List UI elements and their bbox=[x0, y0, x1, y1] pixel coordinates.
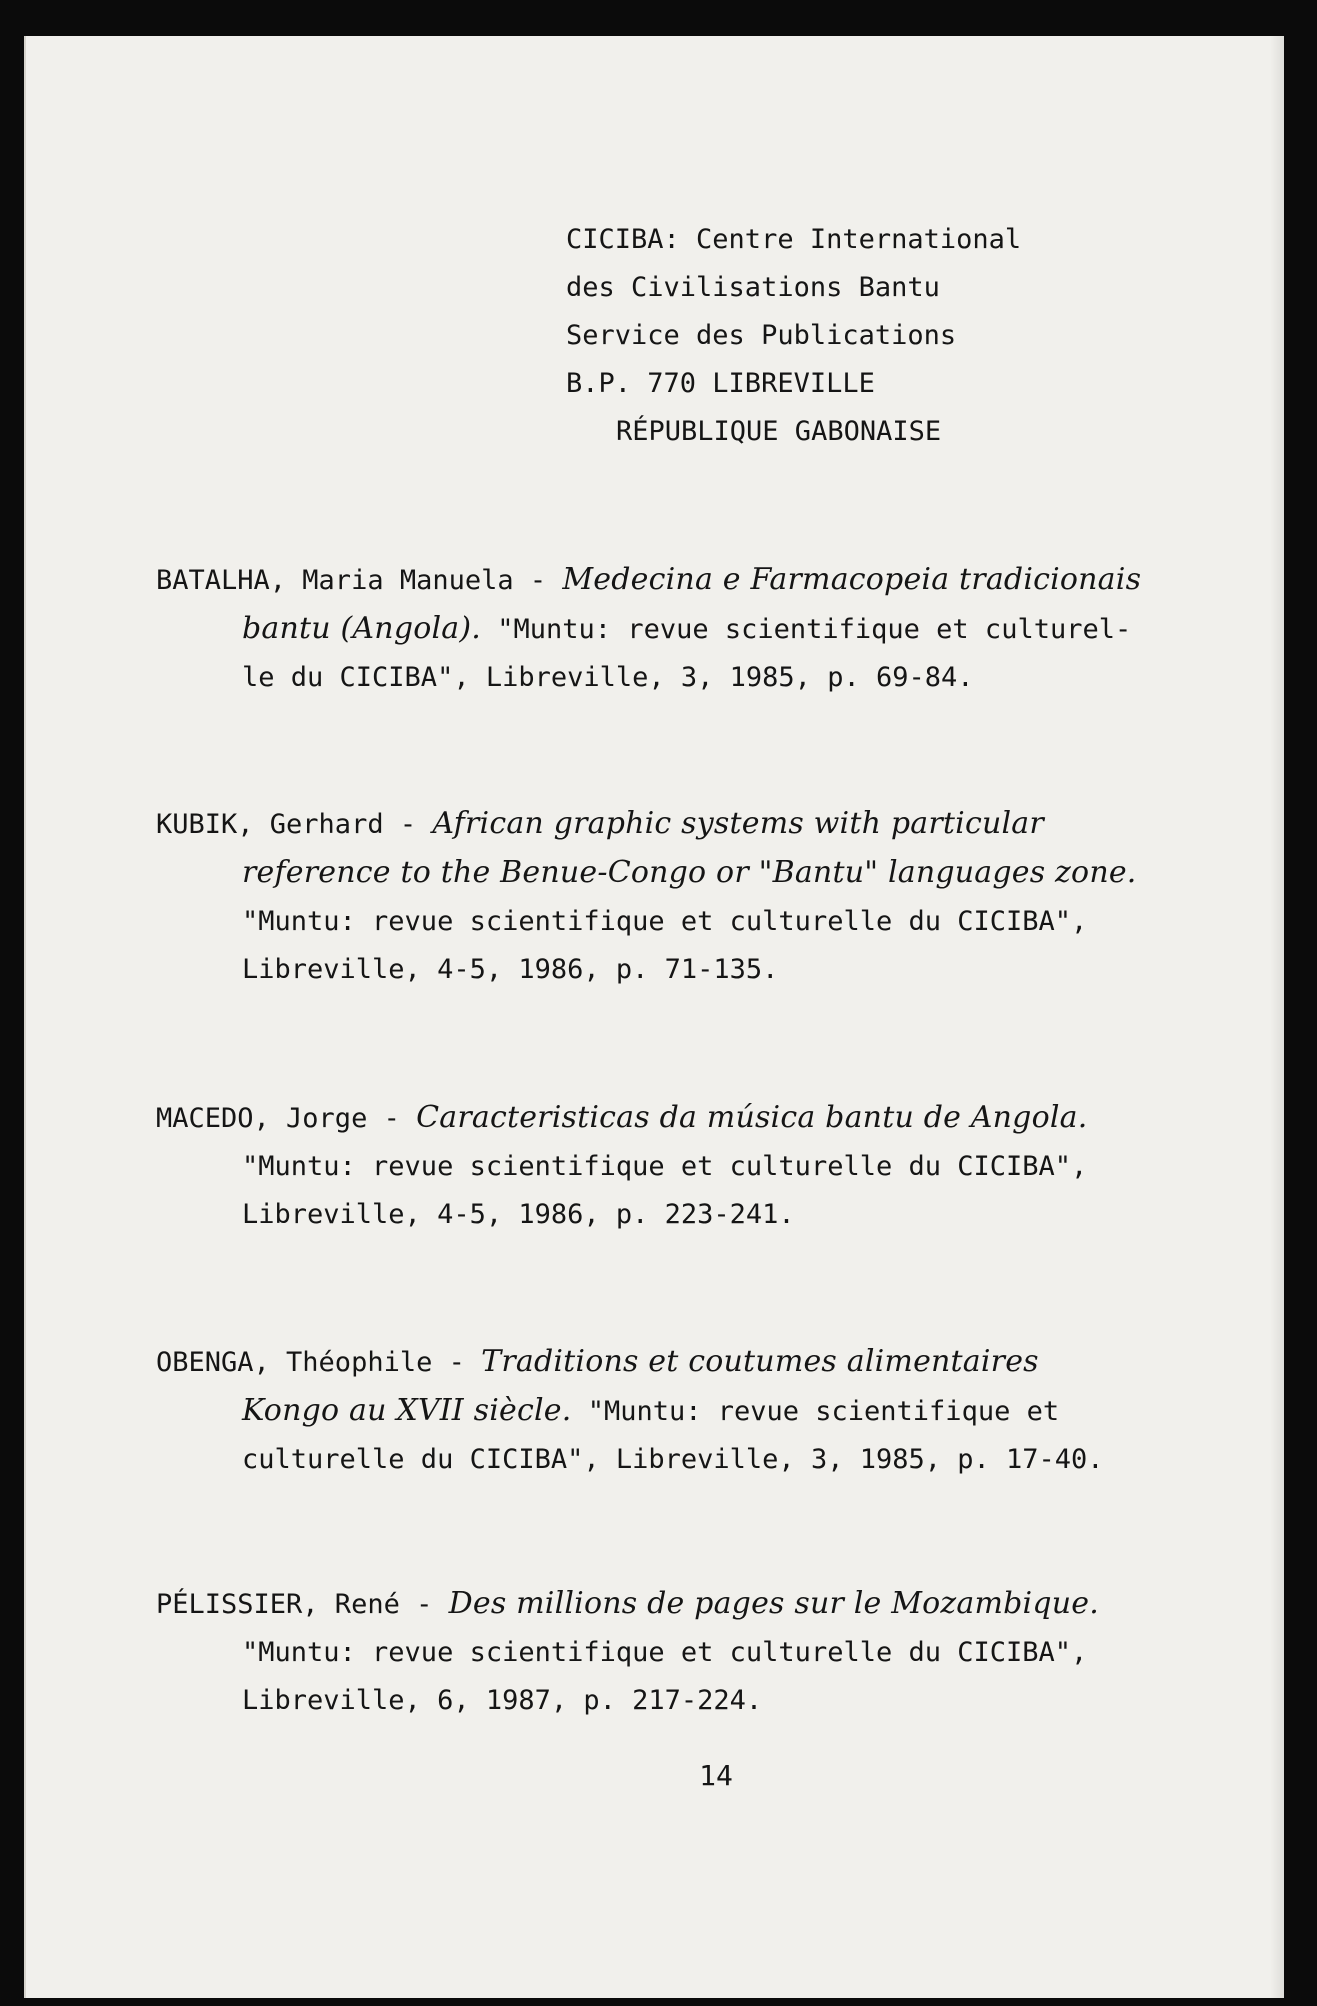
entry-line-3: "Muntu: revue scientifique et culturelle du CICIBA", bbox=[242, 906, 1088, 937]
entry-line-2 bbox=[156, 1387, 1166, 1436]
entry-author: MACEDO, Jorge - bbox=[156, 1103, 417, 1134]
bibliography-entry-batalha bbox=[156, 556, 1166, 702]
entry-line-1 bbox=[156, 556, 1166, 605]
entry-title-continuation: bantu (Angola). bbox=[242, 611, 482, 646]
document-page bbox=[24, 36, 1284, 1998]
entry-line-4: Libreville, 4-5, 1986, p. 71-135. bbox=[242, 954, 779, 985]
entry-line-2: "Muntu: revue scientifique et culturelle du CICIBA", bbox=[242, 1637, 1088, 1668]
entry-line-3: le du CICIBA", Libreville, 3, 1985, p. 69-84. bbox=[242, 662, 974, 693]
entry-title: Medecina e Farmacopeia tradicionais bbox=[562, 562, 1142, 597]
entry-line-2 bbox=[156, 605, 1166, 654]
entry-line-1 bbox=[156, 1580, 1166, 1629]
entry-line-3: Libreville, 4-5, 1986, p. 223-241. bbox=[242, 1199, 795, 1230]
entry-title: African graphic systems with particular bbox=[432, 806, 1044, 841]
entry-author: BATALHA, Maria Manuela - bbox=[156, 565, 563, 596]
entry-line-1 bbox=[156, 800, 1166, 849]
bibliography-entry-pelissier bbox=[156, 1580, 1166, 1725]
address-line-4: B.P. 770 LIBREVILLE bbox=[566, 368, 875, 399]
entry-author: KUBIK, Gerhard - bbox=[156, 809, 433, 840]
address-line-3: Service des Publications bbox=[566, 320, 957, 351]
address-line-5: RÉPUBLIQUE GABONAISE bbox=[616, 416, 942, 447]
entry-title: Des millions de pages sur le Mozambique. bbox=[448, 1586, 1099, 1621]
entry-title-continuation: reference to the Benue-Congo or "Bantu" languages zone. bbox=[242, 855, 1137, 890]
entry-author: OBENGA, Théophile - bbox=[156, 1347, 482, 1378]
entry-title: Traditions et coutumes alimentaires bbox=[481, 1344, 1039, 1379]
publisher-address bbox=[566, 216, 1126, 456]
entry-line-1 bbox=[156, 1338, 1166, 1387]
entry-citation: "Muntu: revue scientifique et bbox=[571, 1396, 1060, 1427]
entry-title-continuation: Kongo au XVII siècle. bbox=[242, 1393, 572, 1428]
bibliography-entry-obenga bbox=[156, 1338, 1166, 1484]
bibliography-entry-kubik bbox=[156, 800, 1166, 994]
entry-title: Caracteristicas da música bantu de Angola. bbox=[416, 1100, 1088, 1135]
entry-line-3: culturelle du CICIBA", Libreville, 3, 1985, p. 17-40. bbox=[242, 1444, 1104, 1475]
address-line-2: des Civilisations Bantu bbox=[566, 272, 940, 303]
entry-line-2: "Muntu: revue scientifique et culturelle du CICIBA", bbox=[242, 1151, 1088, 1182]
entry-line-1 bbox=[156, 1094, 1166, 1143]
entry-citation: "Muntu: revue scientifique et culturel- bbox=[481, 614, 1132, 645]
entry-author: PÉLISSIER, René - bbox=[156, 1589, 449, 1620]
address-line-1: CICIBA: Centre International bbox=[566, 224, 1022, 255]
page-number: 14 bbox=[699, 1759, 733, 1792]
bibliography-entry-macedo bbox=[156, 1094, 1166, 1239]
entry-line-3: Libreville, 6, 1987, p. 217-224. bbox=[242, 1685, 763, 1716]
entry-line-2 bbox=[156, 849, 1166, 898]
